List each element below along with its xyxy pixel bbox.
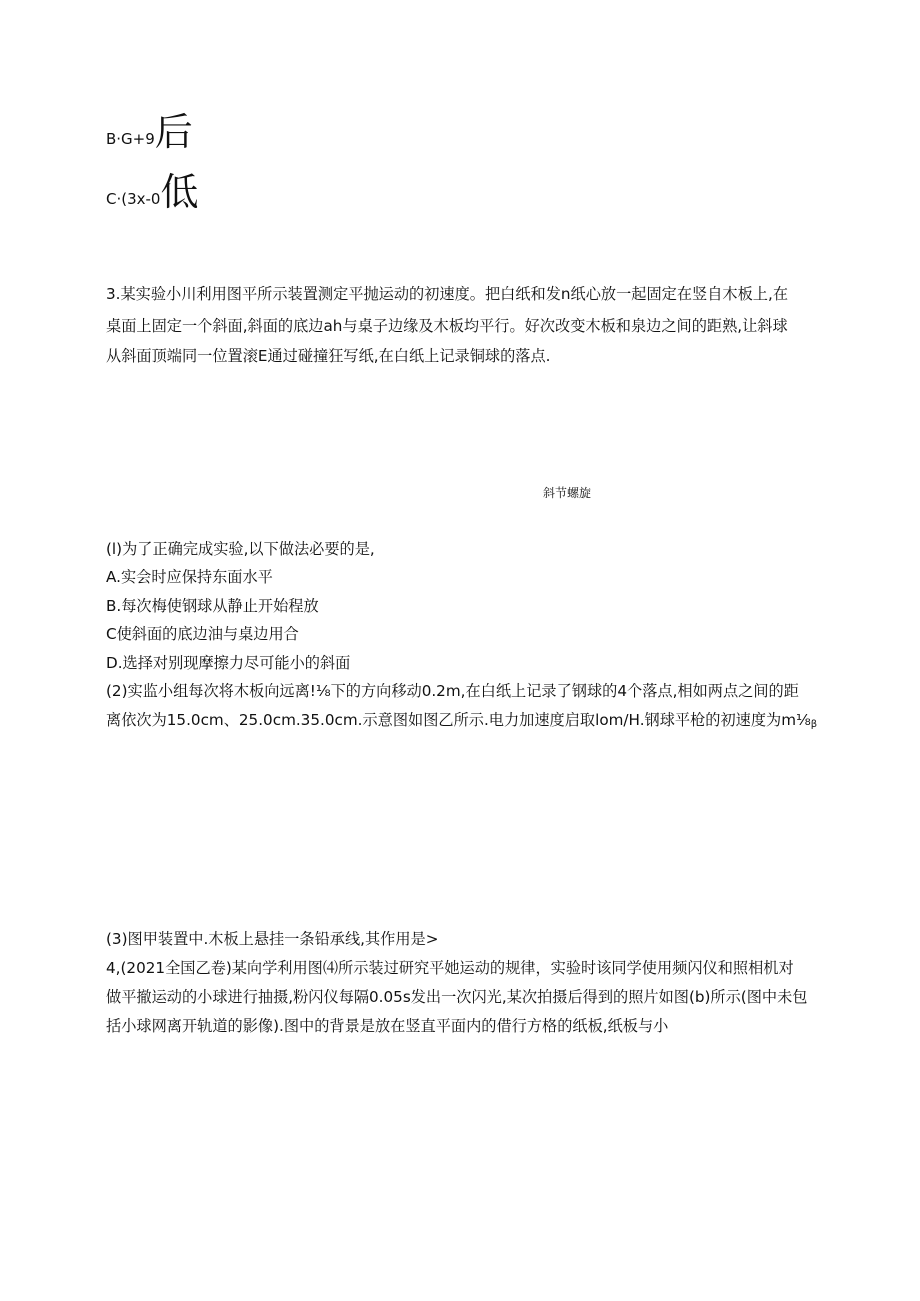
option-c [106, 172, 199, 212]
figure-caption: 斜节螺旋 [543, 486, 592, 500]
q3-part2-line-1: (2)实监小组每次将木板向远离!⅛下的方向移动0.2m,在白纸上记录了钢球的4个落点,相如两点之间的距 [106, 682, 799, 700]
option-b [106, 112, 193, 152]
q4-line-3: 括小球网离开轨道的影像).图中的背景是放在竖直平面内的借行方格的纸板,纸板与小 [106, 1017, 669, 1035]
option-b-formula: B·G+9 [106, 130, 155, 148]
q3-intro-line-2: 桌面上固定一个斜面,斜面的底边ah与桌子边缘及木板均平行。好次改变木板和泉边之间的距熟,让斜球 [106, 317, 788, 335]
option-c-formula: C·(3x-0 [106, 190, 161, 208]
q3-choice-b: B.每次梅使钢球从静止开始程放 [106, 597, 319, 615]
q3-part2-subscript: β [810, 719, 818, 730]
q3-part2-line-2-text: 离依次为15.0cm、25.0cm.35.0cm.示意图如图乙所示.电力加速度启取lom/H.钢球平枪的初速度为m⅛ [106, 711, 811, 729]
q3-part1-prompt: (l)为了正确完成实验,以下做法必要的是, [106, 540, 375, 558]
q3-choice-a: A.实会时应保持东面水平 [106, 568, 273, 586]
q3-intro-line-3: 从斜面顶端同一位置滚E通过碰撞狂写纸,在白纸上记录铜球的落点. [106, 347, 551, 365]
q3-part3-line: (3)图甲装置中.木板上悬挂一条铅承线,其作用是> [106, 930, 439, 948]
option-c-character: 低 [160, 170, 199, 214]
q3-choice-c: C使斜面的底边油与桌边用合 [106, 625, 299, 643]
q3-intro-line-1: 3.某实验小川利用图平所示装置测定平抛运动的初速度。把白纸和发n纸心放一起固定在竖自木板上,在 [106, 285, 789, 303]
q3-part2-line-2 [106, 706, 817, 739]
option-b-character: 后 [154, 110, 193, 154]
q3-choice-d: D.选择对别现摩擦力尽可能小的斜面 [106, 654, 351, 672]
q4-line-2: 做平撤运动的小球进行抽摄,粉闪仪每隔0.05s发出一次闪光,某次拍摄后得到的照片如图(b)所示(图中未包 [106, 988, 808, 1006]
q4-line-1: 4,(2021全国乙卷)某向学利用图⑷所示装过研究平她运动的规律，实验时该同学使用频闪仪和照相机对 [106, 959, 794, 977]
